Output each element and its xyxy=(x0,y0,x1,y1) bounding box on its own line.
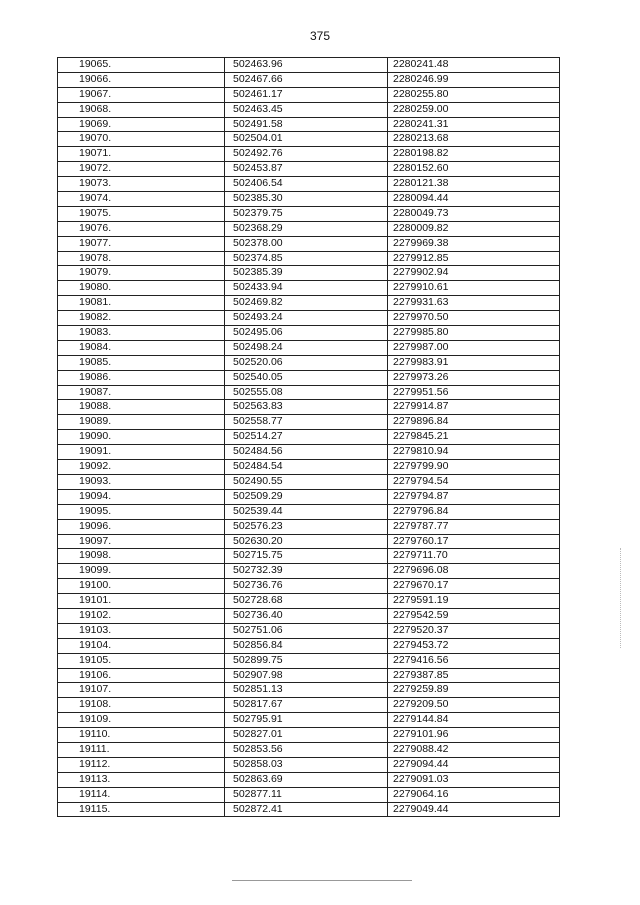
table-row xyxy=(58,192,560,207)
table-row xyxy=(58,251,560,266)
table-row xyxy=(58,489,560,504)
point-number-cell: 19076. xyxy=(58,221,225,236)
table-row xyxy=(58,355,560,370)
point-number-cell: 19109. xyxy=(58,713,225,728)
x-coordinate-cell: 502498.24 xyxy=(225,340,388,355)
y-coordinate-cell: 2279091.03 xyxy=(388,772,560,787)
x-coordinate-cell: 502495.06 xyxy=(225,326,388,341)
x-coordinate-cell: 502827.01 xyxy=(225,728,388,743)
point-number-cell: 19066. xyxy=(58,72,225,87)
point-number-cell: 19105. xyxy=(58,653,225,668)
table-row xyxy=(58,206,560,221)
table-row xyxy=(58,623,560,638)
margin-mark xyxy=(620,548,623,648)
point-number-cell: 19083. xyxy=(58,326,225,341)
point-number-cell: 19097. xyxy=(58,534,225,549)
point-number-cell: 19108. xyxy=(58,698,225,713)
point-number-cell: 19100. xyxy=(58,579,225,594)
x-coordinate-cell: 502899.75 xyxy=(225,653,388,668)
point-number-cell: 19101. xyxy=(58,594,225,609)
table-row xyxy=(58,340,560,355)
x-coordinate-cell: 502463.96 xyxy=(225,58,388,73)
point-number-cell: 19065. xyxy=(58,58,225,73)
point-number-cell: 19106. xyxy=(58,668,225,683)
y-coordinate-cell: 2280259.00 xyxy=(388,102,560,117)
y-coordinate-cell: 2279696.08 xyxy=(388,564,560,579)
x-coordinate-cell: 502736.40 xyxy=(225,608,388,623)
point-number-cell: 19112. xyxy=(58,757,225,772)
coordinates-table-body xyxy=(58,58,560,817)
table-row xyxy=(58,58,560,73)
y-coordinate-cell: 2279931.63 xyxy=(388,296,560,311)
point-number-cell: 19115. xyxy=(58,802,225,817)
y-coordinate-cell: 2280241.31 xyxy=(388,117,560,132)
point-number-cell: 19090. xyxy=(58,430,225,445)
x-coordinate-cell: 502555.08 xyxy=(225,385,388,400)
point-number-cell: 19104. xyxy=(58,638,225,653)
x-coordinate-cell: 502484.56 xyxy=(225,445,388,460)
x-coordinate-cell: 502433.94 xyxy=(225,281,388,296)
table-row xyxy=(58,177,560,192)
table-row xyxy=(58,281,560,296)
y-coordinate-cell: 2279969.38 xyxy=(388,236,560,251)
table-row xyxy=(58,668,560,683)
x-coordinate-cell: 502736.76 xyxy=(225,579,388,594)
table-row xyxy=(58,698,560,713)
bottom-rule xyxy=(232,880,412,881)
y-coordinate-cell: 2279670.17 xyxy=(388,579,560,594)
x-coordinate-cell: 502558.77 xyxy=(225,415,388,430)
y-coordinate-cell: 2279144.84 xyxy=(388,713,560,728)
table-row xyxy=(58,147,560,162)
point-number-cell: 19086. xyxy=(58,370,225,385)
point-number-cell: 19073. xyxy=(58,177,225,192)
point-number-cell: 19088. xyxy=(58,400,225,415)
coordinates-table xyxy=(57,57,560,817)
table-row xyxy=(58,579,560,594)
table-row xyxy=(58,72,560,87)
x-coordinate-cell: 502563.83 xyxy=(225,400,388,415)
point-number-cell: 19110. xyxy=(58,728,225,743)
point-number-cell: 19077. xyxy=(58,236,225,251)
point-number-cell: 19092. xyxy=(58,460,225,475)
y-coordinate-cell: 2279799.90 xyxy=(388,460,560,475)
y-coordinate-cell: 2280241.48 xyxy=(388,58,560,73)
table-row xyxy=(58,534,560,549)
y-coordinate-cell: 2279209.50 xyxy=(388,698,560,713)
point-number-cell: 19094. xyxy=(58,489,225,504)
point-number-cell: 19081. xyxy=(58,296,225,311)
table-row xyxy=(58,221,560,236)
y-coordinate-cell: 2279845.21 xyxy=(388,430,560,445)
point-number-cell: 19098. xyxy=(58,549,225,564)
y-coordinate-cell: 2279987.00 xyxy=(388,340,560,355)
table-row xyxy=(58,326,560,341)
point-number-cell: 19102. xyxy=(58,608,225,623)
y-coordinate-cell: 2279951.56 xyxy=(388,385,560,400)
y-coordinate-cell: 2280121.38 xyxy=(388,177,560,192)
point-number-cell: 19089. xyxy=(58,415,225,430)
point-number-cell: 19078. xyxy=(58,251,225,266)
y-coordinate-cell: 2279787.77 xyxy=(388,519,560,534)
table-row xyxy=(58,519,560,534)
point-number-cell: 19093. xyxy=(58,474,225,489)
table-row xyxy=(58,787,560,802)
point-number-cell: 19070. xyxy=(58,132,225,147)
y-coordinate-cell: 2279914.87 xyxy=(388,400,560,415)
y-coordinate-cell: 2279064.16 xyxy=(388,787,560,802)
y-coordinate-cell: 2280009.82 xyxy=(388,221,560,236)
point-number-cell: 19067. xyxy=(58,87,225,102)
table-row xyxy=(58,162,560,177)
table-row xyxy=(58,296,560,311)
point-number-cell: 19074. xyxy=(58,192,225,207)
x-coordinate-cell: 502817.67 xyxy=(225,698,388,713)
y-coordinate-cell: 2279983.91 xyxy=(388,355,560,370)
y-coordinate-cell: 2280255.80 xyxy=(388,87,560,102)
y-coordinate-cell: 2279259.89 xyxy=(388,683,560,698)
x-coordinate-cell: 502374.85 xyxy=(225,251,388,266)
table-row xyxy=(58,430,560,445)
table-row xyxy=(58,236,560,251)
table-row xyxy=(58,117,560,132)
y-coordinate-cell: 2279542.59 xyxy=(388,608,560,623)
x-coordinate-cell: 502453.87 xyxy=(225,162,388,177)
y-coordinate-cell: 2279591.19 xyxy=(388,594,560,609)
y-coordinate-cell: 2280198.82 xyxy=(388,147,560,162)
x-coordinate-cell: 502858.03 xyxy=(225,757,388,772)
table-row xyxy=(58,742,560,757)
point-number-cell: 19103. xyxy=(58,623,225,638)
y-coordinate-cell: 2279094.44 xyxy=(388,757,560,772)
point-number-cell: 19113. xyxy=(58,772,225,787)
y-coordinate-cell: 2280213.68 xyxy=(388,132,560,147)
table-row xyxy=(58,370,560,385)
x-coordinate-cell: 502728.68 xyxy=(225,594,388,609)
point-number-cell: 19099. xyxy=(58,564,225,579)
page-number: 375 xyxy=(309,29,331,43)
x-coordinate-cell: 502484.54 xyxy=(225,460,388,475)
x-coordinate-cell: 502504.01 xyxy=(225,132,388,147)
x-coordinate-cell: 502907.98 xyxy=(225,668,388,683)
y-coordinate-cell: 2279088.42 xyxy=(388,742,560,757)
y-coordinate-cell: 2279794.54 xyxy=(388,474,560,489)
y-coordinate-cell: 2279902.94 xyxy=(388,266,560,281)
y-coordinate-cell: 2279794.87 xyxy=(388,489,560,504)
x-coordinate-cell: 502490.55 xyxy=(225,474,388,489)
table-row xyxy=(58,460,560,475)
point-number-cell: 19084. xyxy=(58,340,225,355)
x-coordinate-cell: 502509.29 xyxy=(225,489,388,504)
y-coordinate-cell: 2280049.73 xyxy=(388,206,560,221)
x-coordinate-cell: 502853.56 xyxy=(225,742,388,757)
table-row xyxy=(58,728,560,743)
y-coordinate-cell: 2279387.85 xyxy=(388,668,560,683)
y-coordinate-cell: 2279973.26 xyxy=(388,370,560,385)
table-row xyxy=(58,385,560,400)
x-coordinate-cell: 502576.23 xyxy=(225,519,388,534)
y-coordinate-cell: 2279101.96 xyxy=(388,728,560,743)
point-number-cell: 19075. xyxy=(58,206,225,221)
x-coordinate-cell: 502751.06 xyxy=(225,623,388,638)
y-coordinate-cell: 2279520.37 xyxy=(388,623,560,638)
table-row xyxy=(58,653,560,668)
point-number-cell: 19069. xyxy=(58,117,225,132)
y-coordinate-cell: 2280246.99 xyxy=(388,72,560,87)
y-coordinate-cell: 2279760.17 xyxy=(388,534,560,549)
table-row xyxy=(58,266,560,281)
x-coordinate-cell: 502872.41 xyxy=(225,802,388,817)
x-coordinate-cell: 502514.27 xyxy=(225,430,388,445)
point-number-cell: 19082. xyxy=(58,311,225,326)
point-number-cell: 19071. xyxy=(58,147,225,162)
point-number-cell: 19095. xyxy=(58,504,225,519)
point-number-cell: 19085. xyxy=(58,355,225,370)
x-coordinate-cell: 502492.76 xyxy=(225,147,388,162)
x-coordinate-cell: 502491.58 xyxy=(225,117,388,132)
point-number-cell: 19114. xyxy=(58,787,225,802)
y-coordinate-cell: 2279985.80 xyxy=(388,326,560,341)
x-coordinate-cell: 502795.91 xyxy=(225,713,388,728)
table-row xyxy=(58,608,560,623)
x-coordinate-cell: 502368.29 xyxy=(225,221,388,236)
table-row xyxy=(58,683,560,698)
y-coordinate-cell: 2280152.60 xyxy=(388,162,560,177)
y-coordinate-cell: 2279049.44 xyxy=(388,802,560,817)
table-row xyxy=(58,87,560,102)
x-coordinate-cell: 502385.30 xyxy=(225,192,388,207)
y-coordinate-cell: 2279416.56 xyxy=(388,653,560,668)
y-coordinate-cell: 2280094.44 xyxy=(388,192,560,207)
y-coordinate-cell: 2279796.84 xyxy=(388,504,560,519)
x-coordinate-cell: 502379.75 xyxy=(225,206,388,221)
point-number-cell: 19111. xyxy=(58,742,225,757)
table-row xyxy=(58,445,560,460)
table-row xyxy=(58,504,560,519)
y-coordinate-cell: 2279970.50 xyxy=(388,311,560,326)
y-coordinate-cell: 2279912.85 xyxy=(388,251,560,266)
x-coordinate-cell: 502461.17 xyxy=(225,87,388,102)
table-row xyxy=(58,474,560,489)
point-number-cell: 19068. xyxy=(58,102,225,117)
y-coordinate-cell: 2279453.72 xyxy=(388,638,560,653)
y-coordinate-cell: 2279896.84 xyxy=(388,415,560,430)
x-coordinate-cell: 502385.39 xyxy=(225,266,388,281)
x-coordinate-cell: 502378.00 xyxy=(225,236,388,251)
table-row xyxy=(58,757,560,772)
table-row xyxy=(58,102,560,117)
table-row xyxy=(58,594,560,609)
x-coordinate-cell: 502715.75 xyxy=(225,549,388,564)
table-row xyxy=(58,400,560,415)
x-coordinate-cell: 502493.24 xyxy=(225,311,388,326)
x-coordinate-cell: 502469.82 xyxy=(225,296,388,311)
table-row xyxy=(58,311,560,326)
x-coordinate-cell: 502851.13 xyxy=(225,683,388,698)
point-number-cell: 19072. xyxy=(58,162,225,177)
y-coordinate-cell: 2279810.94 xyxy=(388,445,560,460)
x-coordinate-cell: 502539.44 xyxy=(225,504,388,519)
table-row xyxy=(58,549,560,564)
table-row xyxy=(58,132,560,147)
point-number-cell: 19091. xyxy=(58,445,225,460)
table-row xyxy=(58,564,560,579)
x-coordinate-cell: 502863.69 xyxy=(225,772,388,787)
y-coordinate-cell: 2279910.61 xyxy=(388,281,560,296)
point-number-cell: 19107. xyxy=(58,683,225,698)
point-number-cell: 19087. xyxy=(58,385,225,400)
x-coordinate-cell: 502856.84 xyxy=(225,638,388,653)
x-coordinate-cell: 502630.20 xyxy=(225,534,388,549)
y-coordinate-cell: 2279711.70 xyxy=(388,549,560,564)
table-row xyxy=(58,638,560,653)
x-coordinate-cell: 502540.05 xyxy=(225,370,388,385)
table-row xyxy=(58,802,560,817)
point-number-cell: 19079. xyxy=(58,266,225,281)
x-coordinate-cell: 502463.45 xyxy=(225,102,388,117)
x-coordinate-cell: 502732.39 xyxy=(225,564,388,579)
x-coordinate-cell: 502877.11 xyxy=(225,787,388,802)
x-coordinate-cell: 502406.54 xyxy=(225,177,388,192)
x-coordinate-cell: 502520.06 xyxy=(225,355,388,370)
table-row xyxy=(58,772,560,787)
point-number-cell: 19096. xyxy=(58,519,225,534)
x-coordinate-cell: 502467.66 xyxy=(225,72,388,87)
point-number-cell: 19080. xyxy=(58,281,225,296)
table-row xyxy=(58,713,560,728)
table-row xyxy=(58,415,560,430)
